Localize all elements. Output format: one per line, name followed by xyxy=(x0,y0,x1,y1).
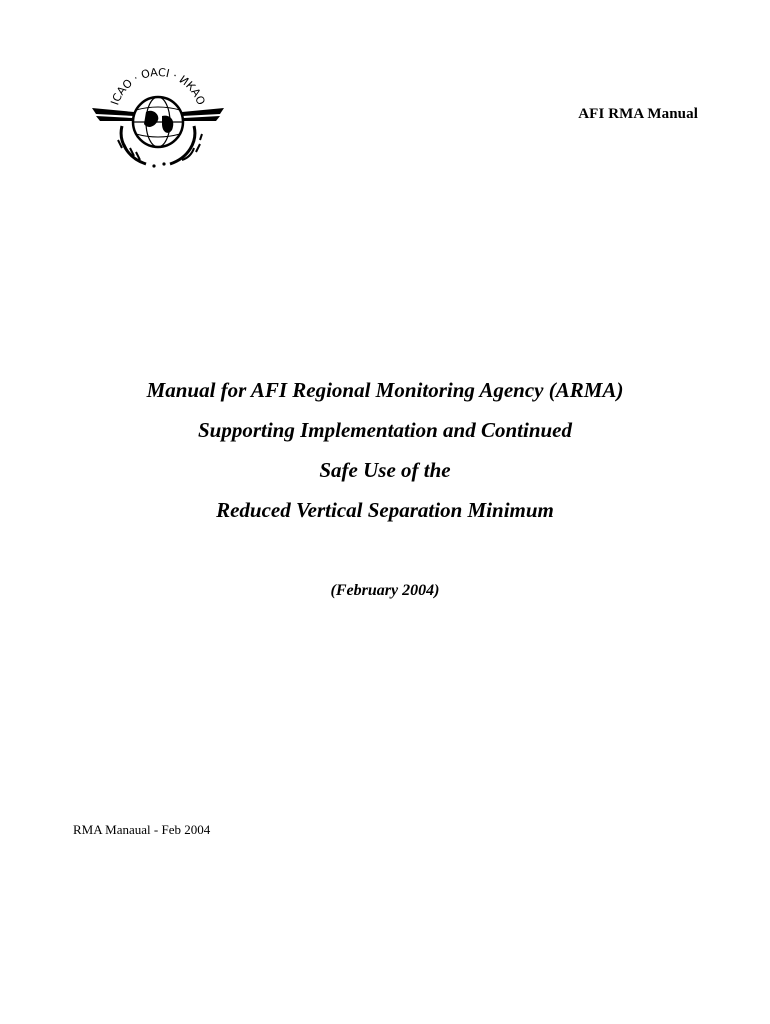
icao-emblem-icon xyxy=(88,60,228,178)
title-line-2: Supporting Implementation and Continued xyxy=(197,418,573,442)
svg-text:ICAO · OACI · ИКАО: ICAO · OACI · ИКАО xyxy=(108,65,208,107)
footer-note: RMA Manaual - Feb 2004 xyxy=(73,822,211,837)
header-title: AFI RMA Manual xyxy=(578,106,698,122)
title-line-4: Reduced Vertical Separation Minimum xyxy=(216,498,554,522)
document-title xyxy=(0,370,770,530)
document-date: (February 2004) xyxy=(330,582,440,599)
title-line-3: Safe Use of the xyxy=(319,458,451,482)
title-line-1: Manual for AFI Regional Monitoring Agency (ARMA) xyxy=(146,378,624,402)
